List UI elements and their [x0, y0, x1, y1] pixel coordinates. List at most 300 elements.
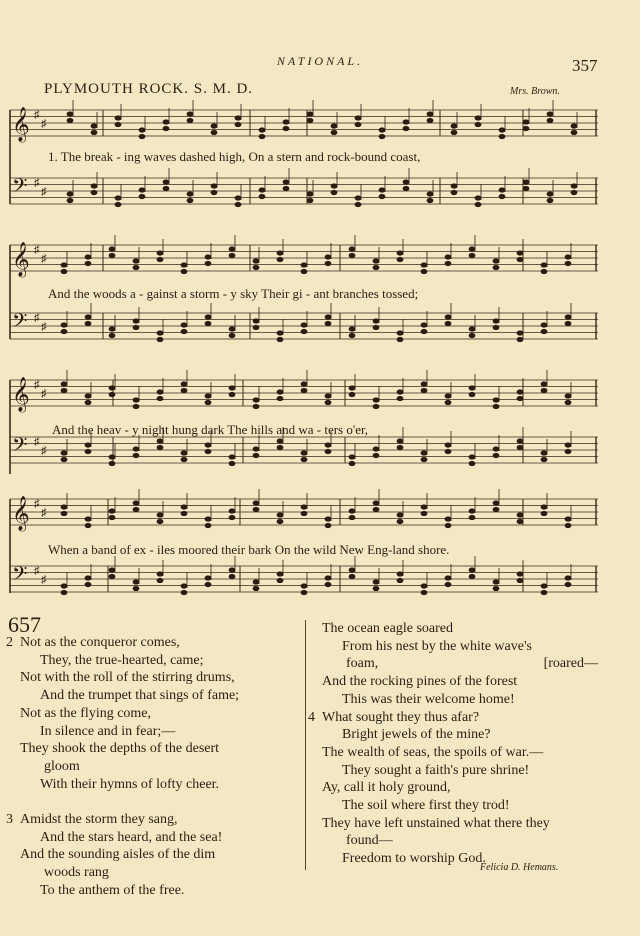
note-head — [403, 119, 410, 124]
note-head — [67, 198, 74, 203]
note-head — [277, 389, 284, 394]
note-head — [421, 381, 428, 386]
note-head — [373, 453, 380, 458]
note-head — [445, 321, 452, 326]
verse-line — [322, 832, 598, 850]
note-head — [181, 511, 188, 516]
note-head — [61, 504, 68, 509]
note-head — [331, 123, 338, 128]
sharp-icon: ♯ — [34, 312, 40, 324]
note-head — [277, 250, 284, 255]
note-head — [61, 583, 68, 588]
note-head — [493, 325, 500, 330]
note-head — [379, 187, 386, 192]
note-head — [445, 516, 452, 521]
note-head — [91, 190, 98, 195]
note-head — [187, 118, 194, 123]
page-number: 357 — [572, 56, 598, 75]
verse-text: They, the true-hearted, came; — [40, 652, 204, 668]
note-head — [475, 122, 482, 127]
note-head — [517, 257, 524, 262]
note-head — [397, 330, 404, 335]
note-head — [181, 457, 188, 462]
note-head — [235, 122, 242, 127]
note-head — [469, 574, 476, 579]
note-head — [229, 246, 236, 251]
sharp-icon: ♯ — [41, 253, 47, 265]
note-head — [181, 388, 188, 393]
note-head — [565, 254, 572, 259]
bass-clef-icon: 𝄢 — [12, 433, 28, 461]
note-head — [181, 504, 188, 509]
verse-text: And the trumpet that sings of fame; — [40, 688, 240, 704]
note-head — [85, 321, 92, 326]
note-head — [517, 389, 524, 394]
sharp-icon: ♯ — [41, 186, 47, 198]
note-head — [421, 450, 428, 455]
note-head — [469, 454, 476, 459]
note-head — [133, 397, 140, 402]
lyric-line-3: And the heav - y night hung dark The hills and wa - ters o'er, — [52, 422, 369, 437]
note-head — [421, 262, 428, 267]
note-head — [421, 322, 428, 327]
verse-text: woods rang — [44, 865, 109, 881]
note-head — [475, 115, 482, 120]
verse-line — [20, 776, 298, 794]
lyric-line-2: And the woods a - gainst a storm - y sky Their gi - ant branches tossed; — [48, 286, 419, 301]
note-head — [469, 461, 476, 466]
note-head — [373, 507, 380, 512]
note-head — [229, 253, 236, 258]
note-head — [301, 450, 308, 455]
verse-line — [20, 687, 298, 705]
note-head — [565, 449, 572, 454]
verse-text: found— — [346, 833, 393, 849]
note-head — [397, 396, 404, 401]
note-head — [493, 446, 500, 451]
note-head — [61, 322, 68, 327]
running-head: NATIONAL. — [276, 54, 364, 68]
note-head — [349, 246, 356, 251]
note-head — [163, 119, 170, 124]
note-head — [163, 186, 170, 191]
note-head — [517, 578, 524, 583]
note-head — [349, 333, 356, 338]
verse-line — [20, 723, 298, 741]
note-head — [235, 202, 242, 207]
verse-text: In silence and in fear;— — [40, 723, 176, 739]
verse-line — [20, 882, 298, 900]
note-head — [469, 333, 476, 338]
note-head — [445, 523, 452, 528]
note-head — [157, 571, 164, 576]
verse-line — [20, 669, 298, 687]
note-head — [133, 586, 140, 591]
note-head — [349, 508, 356, 513]
note-head — [259, 187, 266, 192]
note-head — [499, 187, 506, 192]
note-head — [373, 579, 380, 584]
note-head — [373, 586, 380, 591]
note-head — [205, 254, 212, 259]
note-head — [181, 329, 188, 334]
note-head — [253, 586, 260, 591]
note-head — [397, 571, 404, 576]
note-head — [421, 583, 428, 588]
note-head — [301, 329, 308, 334]
note-head — [235, 195, 242, 200]
note-head — [493, 265, 500, 270]
note-head — [157, 445, 164, 450]
note-head — [205, 582, 212, 587]
note-head — [205, 400, 212, 405]
note-head — [109, 508, 116, 513]
note-head — [469, 246, 476, 251]
note-head — [397, 578, 404, 583]
note-head — [517, 445, 524, 450]
note-head — [253, 500, 260, 505]
note-head — [229, 567, 236, 572]
note-head — [133, 258, 140, 263]
note-head — [565, 516, 572, 521]
note-head — [475, 202, 482, 207]
verse-line — [322, 797, 598, 815]
note-head — [547, 191, 554, 196]
note-head — [109, 515, 116, 520]
note-head — [109, 246, 116, 251]
note-head — [493, 404, 500, 409]
note-head — [67, 118, 74, 123]
note-head — [349, 392, 356, 397]
note-head — [85, 254, 92, 259]
note-head — [397, 438, 404, 443]
note-head — [373, 404, 380, 409]
verse-line — [20, 652, 298, 670]
note-head — [61, 381, 68, 386]
note-head — [331, 190, 338, 195]
verse-line — [322, 638, 598, 656]
note-head — [493, 507, 500, 512]
note-head — [565, 400, 572, 405]
note-head — [205, 321, 212, 326]
verse-text: They sought a faith's pure shrine! — [342, 762, 530, 778]
verse-line — [322, 744, 598, 762]
note-head — [229, 508, 236, 513]
note-head — [181, 450, 188, 455]
note-head — [541, 590, 548, 595]
note-head — [421, 329, 428, 334]
note-head — [157, 519, 164, 524]
note-head — [445, 393, 452, 398]
note-head — [115, 195, 122, 200]
note-head — [109, 385, 116, 390]
note-head — [307, 111, 314, 116]
note-head — [85, 449, 92, 454]
sharp-icon: ♯ — [34, 436, 40, 448]
note-head — [91, 123, 98, 128]
note-head — [517, 250, 524, 255]
note-head — [253, 325, 260, 330]
note-head — [229, 385, 236, 390]
note-head — [571, 190, 578, 195]
note-head — [109, 574, 116, 579]
note-head — [349, 253, 356, 258]
note-head — [67, 191, 74, 196]
note-head — [133, 404, 140, 409]
note-head — [133, 579, 140, 584]
note-head — [91, 130, 98, 135]
note-head — [109, 333, 116, 338]
note-head — [205, 261, 212, 266]
sharp-icon: ♯ — [34, 177, 40, 189]
note-head — [397, 512, 404, 517]
verse-text: They have left unstained what there they — [322, 815, 550, 831]
verse-line — [322, 691, 598, 709]
note-head — [469, 567, 476, 572]
note-head — [565, 321, 572, 326]
note-head — [139, 127, 146, 132]
note-head — [325, 393, 332, 398]
note-head — [517, 337, 524, 342]
note-head — [277, 571, 284, 576]
note-head — [331, 130, 338, 135]
verse-line — [20, 829, 298, 847]
note-head — [493, 453, 500, 458]
note-head — [541, 269, 548, 274]
treble-clef-icon: 𝄞 — [12, 242, 30, 277]
note-head — [229, 326, 236, 331]
note-head — [349, 385, 356, 390]
verse-line — [20, 864, 298, 882]
sharp-icon: ♯ — [34, 109, 40, 121]
note-head — [301, 457, 308, 462]
note-head — [451, 130, 458, 135]
note-head — [307, 191, 314, 196]
note-head — [283, 126, 290, 131]
note-head — [301, 322, 308, 327]
note-head — [325, 261, 332, 266]
note-head — [427, 118, 434, 123]
sharp-icon: ♯ — [41, 118, 47, 130]
note-head — [541, 583, 548, 588]
note-head — [301, 381, 308, 386]
turnover-text: [roared— — [543, 656, 598, 672]
note-head — [421, 504, 428, 509]
note-head — [541, 262, 548, 267]
note-head — [325, 575, 332, 580]
bass-clef-icon: 𝄢 — [12, 309, 28, 337]
note-head — [277, 337, 284, 342]
note-head — [133, 446, 140, 451]
note-head — [133, 325, 140, 330]
note-head — [157, 396, 164, 401]
note-head — [565, 261, 572, 266]
note-head — [229, 574, 236, 579]
note-head — [547, 111, 554, 116]
verse-text: gloom — [44, 758, 80, 774]
note-head — [205, 449, 212, 454]
verse-text: Ay, call it holy ground, — [322, 780, 451, 796]
note-head — [133, 507, 140, 512]
sharp-icon: ♯ — [41, 321, 47, 333]
note-head — [253, 404, 260, 409]
note-head — [205, 523, 212, 528]
verse-text: Bright jewels of the mine? — [342, 727, 491, 743]
note-head — [373, 325, 380, 330]
note-head — [355, 115, 362, 120]
note-head — [541, 457, 548, 462]
note-head — [475, 195, 482, 200]
note-head — [517, 330, 524, 335]
note-head — [469, 515, 476, 520]
note-head — [301, 504, 308, 509]
note-head — [181, 590, 188, 595]
verse-line — [6, 634, 298, 652]
note-head — [133, 453, 140, 458]
note-head — [445, 400, 452, 405]
note-head — [445, 442, 452, 447]
note-head — [541, 450, 548, 455]
note-head — [397, 257, 404, 262]
note-head — [571, 183, 578, 188]
treble-clef-icon: 𝄞 — [12, 496, 30, 531]
hymn-number: 657 — [8, 612, 41, 637]
verse-text: The wealth of seas, the spoils of war.— — [322, 744, 544, 760]
verse-text: Not as the flying come, — [20, 705, 152, 721]
note-head — [325, 516, 332, 521]
note-head — [91, 183, 98, 188]
note-head — [493, 586, 500, 591]
note-head — [397, 250, 404, 255]
sharp-icon: ♯ — [41, 507, 47, 519]
note-head — [517, 438, 524, 443]
note-head — [211, 123, 218, 128]
note-head — [307, 198, 314, 203]
note-head — [61, 450, 68, 455]
verse-text: This was their welcome home! — [342, 691, 515, 707]
note-head — [325, 523, 332, 528]
note-head — [571, 123, 578, 128]
note-head — [541, 329, 548, 334]
note-head — [325, 400, 332, 405]
note-head — [421, 388, 428, 393]
note-head — [469, 326, 476, 331]
note-head — [493, 318, 500, 323]
note-head — [451, 123, 458, 128]
note-head — [565, 442, 572, 447]
note-head — [547, 198, 554, 203]
note-head — [61, 329, 68, 334]
verse-line — [322, 779, 598, 797]
note-head — [373, 500, 380, 505]
note-head — [307, 118, 314, 123]
note-head — [397, 445, 404, 450]
sharp-icon: ♯ — [41, 388, 47, 400]
note-head — [541, 511, 548, 516]
note-head — [229, 333, 236, 338]
note-head — [565, 575, 572, 580]
author-attribution: Felicia D. Hemans. — [480, 862, 559, 873]
note-head — [373, 258, 380, 263]
note-head — [115, 122, 122, 127]
note-head — [277, 396, 284, 401]
note-head — [163, 126, 170, 131]
stanza-number: 3 — [6, 812, 13, 828]
note-head — [325, 321, 332, 326]
note-head — [469, 392, 476, 397]
note-head — [235, 115, 242, 120]
note-head — [301, 262, 308, 267]
note-head — [547, 118, 554, 123]
note-head — [259, 194, 266, 199]
verse-text: And the sounding aisles of the dim — [20, 847, 216, 863]
note-head — [283, 179, 290, 184]
note-head — [373, 318, 380, 323]
stanza-number: 4 — [308, 709, 315, 725]
note-head — [523, 186, 530, 191]
note-head — [517, 396, 524, 401]
note-head — [181, 269, 188, 274]
note-head — [541, 381, 548, 386]
verse-line — [322, 726, 598, 744]
note-head — [61, 457, 68, 462]
note-head — [259, 127, 266, 132]
column-divider — [305, 620, 306, 870]
bass-clef-icon: 𝄢 — [12, 174, 28, 202]
tune-title: PLYMOUTH ROCK. S. M. D. — [44, 81, 254, 97]
note-head — [445, 261, 452, 266]
note-head — [157, 578, 164, 583]
note-head — [253, 397, 260, 402]
note-head — [85, 261, 92, 266]
note-head — [187, 198, 194, 203]
verse-line — [322, 673, 598, 691]
note-head — [187, 191, 194, 196]
note-head — [379, 194, 386, 199]
verse-text: Freedom to worship God. — [342, 851, 486, 867]
treble-clef-icon: 𝄞 — [12, 107, 30, 142]
note-head — [61, 511, 68, 516]
treble-clef-icon: 𝄞 — [12, 377, 30, 412]
note-head — [205, 516, 212, 521]
verse-text: Not as the conqueror comes, — [20, 635, 180, 650]
note-head — [139, 194, 146, 199]
note-head — [85, 442, 92, 447]
verse-text: foam, — [346, 656, 379, 672]
note-head — [301, 388, 308, 393]
note-head — [229, 392, 236, 397]
note-head — [325, 449, 332, 454]
note-head — [181, 381, 188, 386]
note-head — [115, 202, 122, 207]
sharp-icon: ♯ — [41, 445, 47, 457]
verse-text: And the rocking pines of the forest — [322, 674, 518, 690]
note-head — [493, 579, 500, 584]
lyric-line-4: When a band of ex - iles moored their bark On the wild New Eng-land shore. — [48, 542, 450, 557]
note-head — [421, 590, 428, 595]
sharp-icon: ♯ — [34, 565, 40, 577]
verse-text: The soil where first they trod! — [342, 798, 510, 814]
sharp-icon: ♯ — [34, 379, 40, 391]
note-head — [277, 438, 284, 443]
note-head — [109, 567, 116, 572]
note-head — [157, 337, 164, 342]
note-head — [397, 337, 404, 342]
note-head — [499, 134, 506, 139]
note-head — [451, 190, 458, 195]
note-head — [517, 571, 524, 576]
sharp-icon: ♯ — [34, 244, 40, 256]
